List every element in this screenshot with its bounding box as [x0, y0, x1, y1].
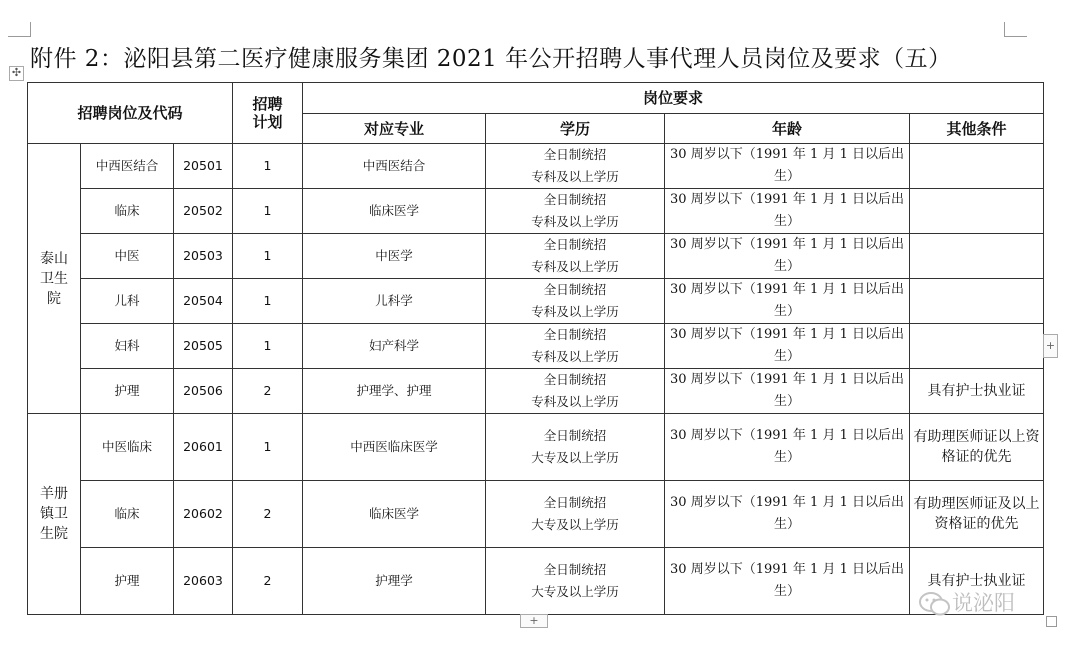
- other-conditions: [910, 144, 1044, 189]
- education: [486, 414, 665, 481]
- header-position: 招聘岗位及代码: [28, 83, 233, 144]
- education-line-1: 全日制统招: [543, 372, 607, 387]
- post-name: 中医临床: [81, 414, 174, 481]
- plan-count: 1: [233, 144, 303, 189]
- header-row-top: [28, 83, 1044, 114]
- post-name: 临床: [81, 189, 174, 234]
- other-conditions: 有助理医师证以上资格证的优先: [910, 414, 1044, 481]
- education-line-2: 大专及以上学历: [531, 584, 619, 599]
- education-line-1: 全日制统招: [543, 147, 607, 162]
- table-row: [28, 189, 1044, 234]
- plan-count: 1: [233, 324, 303, 369]
- table-row: [28, 414, 1044, 481]
- org-name-cell: [28, 414, 81, 615]
- other-conditions: 具有护士执业证: [910, 369, 1044, 414]
- major: 临床医学: [303, 481, 486, 548]
- plan-count: 1: [233, 414, 303, 481]
- org-name-cell: [28, 144, 81, 414]
- education-line-1: 全日制统招: [543, 237, 607, 252]
- recruitment-table: [27, 82, 1044, 615]
- page-corner-mark-left: [8, 22, 31, 37]
- education-line-2: 专科及以上学历: [531, 349, 619, 364]
- education: [486, 189, 665, 234]
- major: 中西医结合: [303, 144, 486, 189]
- post-code: 20502: [174, 189, 233, 234]
- post-name: 妇科: [81, 324, 174, 369]
- post-code: 20602: [174, 481, 233, 548]
- major: 护理学、护理: [303, 369, 486, 414]
- header-other: 其他条件: [910, 114, 1044, 144]
- watermark: [918, 588, 1048, 618]
- plan-count: 1: [233, 189, 303, 234]
- plan-count: 2: [233, 481, 303, 548]
- post-name: 护理: [81, 548, 174, 615]
- table-row: [28, 144, 1044, 189]
- major: 中医学: [303, 234, 486, 279]
- education-line-2: 专科及以上学历: [531, 169, 619, 184]
- post-code: 20505: [174, 324, 233, 369]
- watermark-text: 说泌阳: [952, 591, 1015, 615]
- education: [486, 369, 665, 414]
- education: [486, 324, 665, 369]
- header-plan: 招聘计划: [233, 83, 303, 144]
- education-line-1: 全日制统招: [543, 282, 607, 297]
- table-row: [28, 548, 1044, 615]
- table-row: [28, 234, 1044, 279]
- other-conditions: 有助理医师证及以上资格证的优先: [910, 481, 1044, 548]
- post-name: 儿科: [81, 279, 174, 324]
- add-column-button[interactable]: +: [1043, 334, 1058, 358]
- education-line-2: 专科及以上学历: [531, 214, 619, 229]
- page-corner-mark-right: [1004, 22, 1027, 37]
- table-row: [28, 324, 1044, 369]
- plan-count: 1: [233, 234, 303, 279]
- education: [486, 234, 665, 279]
- post-code: 20504: [174, 279, 233, 324]
- education: [486, 481, 665, 548]
- age-requirement: 30 周岁以下（1991 年 1 月 1 日以后出生）: [665, 548, 910, 615]
- table-row: [28, 369, 1044, 414]
- age-requirement: 30 周岁以下（1991 年 1 月 1 日以后出生）: [665, 414, 910, 481]
- header-age: 年龄: [665, 114, 910, 144]
- table-row: [28, 481, 1044, 548]
- table-row: [28, 279, 1044, 324]
- post-code: 20603: [174, 548, 233, 615]
- education-line-2: 大专及以上学历: [531, 450, 619, 465]
- education-line-2: 专科及以上学历: [531, 394, 619, 409]
- header-major: 对应专业: [303, 114, 486, 144]
- education-line-2: 专科及以上学历: [531, 259, 619, 274]
- post-name: 临床: [81, 481, 174, 548]
- education-line-1: 全日制统招: [543, 428, 607, 443]
- document-title: 附件 2：泌阳县第二医疗健康服务集团 2021 年公开招聘人事代理人员岗位及要求（五）: [30, 46, 952, 72]
- age-requirement: 30 周岁以下（1991 年 1 月 1 日以后出生）: [665, 279, 910, 324]
- add-row-button[interactable]: +: [520, 614, 548, 628]
- age-requirement: 30 周岁以下（1991 年 1 月 1 日以后出生）: [665, 189, 910, 234]
- other-conditions: [910, 189, 1044, 234]
- other-conditions: [910, 279, 1044, 324]
- plan-count: 2: [233, 548, 303, 615]
- org-name: 羊册镇卫生院: [39, 486, 68, 542]
- age-requirement: 30 周岁以下（1991 年 1 月 1 日以后出生）: [665, 234, 910, 279]
- age-requirement: 30 周岁以下（1991 年 1 月 1 日以后出生）: [665, 324, 910, 369]
- post-code: 20501: [174, 144, 233, 189]
- education-line-1: 全日制统招: [543, 192, 607, 207]
- major: 儿科学: [303, 279, 486, 324]
- education-line-2: 大专及以上学历: [531, 517, 619, 532]
- post-name: 中医: [81, 234, 174, 279]
- header-requirements: 岗位要求: [303, 83, 1044, 114]
- education: [486, 144, 665, 189]
- other-conditions: [910, 234, 1044, 279]
- org-name: 泰山卫生院: [39, 250, 68, 307]
- post-code: 20601: [174, 414, 233, 481]
- education: [486, 548, 665, 615]
- education-line-1: 全日制统招: [543, 327, 607, 342]
- plan-count: 1: [233, 279, 303, 324]
- major: 临床医学: [303, 189, 486, 234]
- education-line-1: 全日制统招: [543, 495, 607, 510]
- header-education: 学历: [486, 114, 665, 144]
- post-code: 20503: [174, 234, 233, 279]
- age-requirement: 30 周岁以下（1991 年 1 月 1 日以后出生）: [665, 144, 910, 189]
- other-conditions: 具有护士执业证: [910, 548, 1044, 615]
- other-conditions: [910, 324, 1044, 369]
- education: [486, 279, 665, 324]
- post-code: 20506: [174, 369, 233, 414]
- education-line-2: 专科及以上学历: [531, 304, 619, 319]
- major: 中西医临床医学: [303, 414, 486, 481]
- age-requirement: 30 周岁以下（1991 年 1 月 1 日以后出生）: [665, 481, 910, 548]
- major: 护理学: [303, 548, 486, 615]
- post-name: 中西医结合: [81, 144, 174, 189]
- post-name: 护理: [81, 369, 174, 414]
- major: 妇产科学: [303, 324, 486, 369]
- wechat-icon: [918, 591, 952, 617]
- table-move-handle-icon[interactable]: ✣: [9, 66, 24, 81]
- education-line-1: 全日制统招: [543, 562, 607, 577]
- age-requirement: 30 周岁以下（1991 年 1 月 1 日以后出生）: [665, 369, 910, 414]
- plan-count: 2: [233, 369, 303, 414]
